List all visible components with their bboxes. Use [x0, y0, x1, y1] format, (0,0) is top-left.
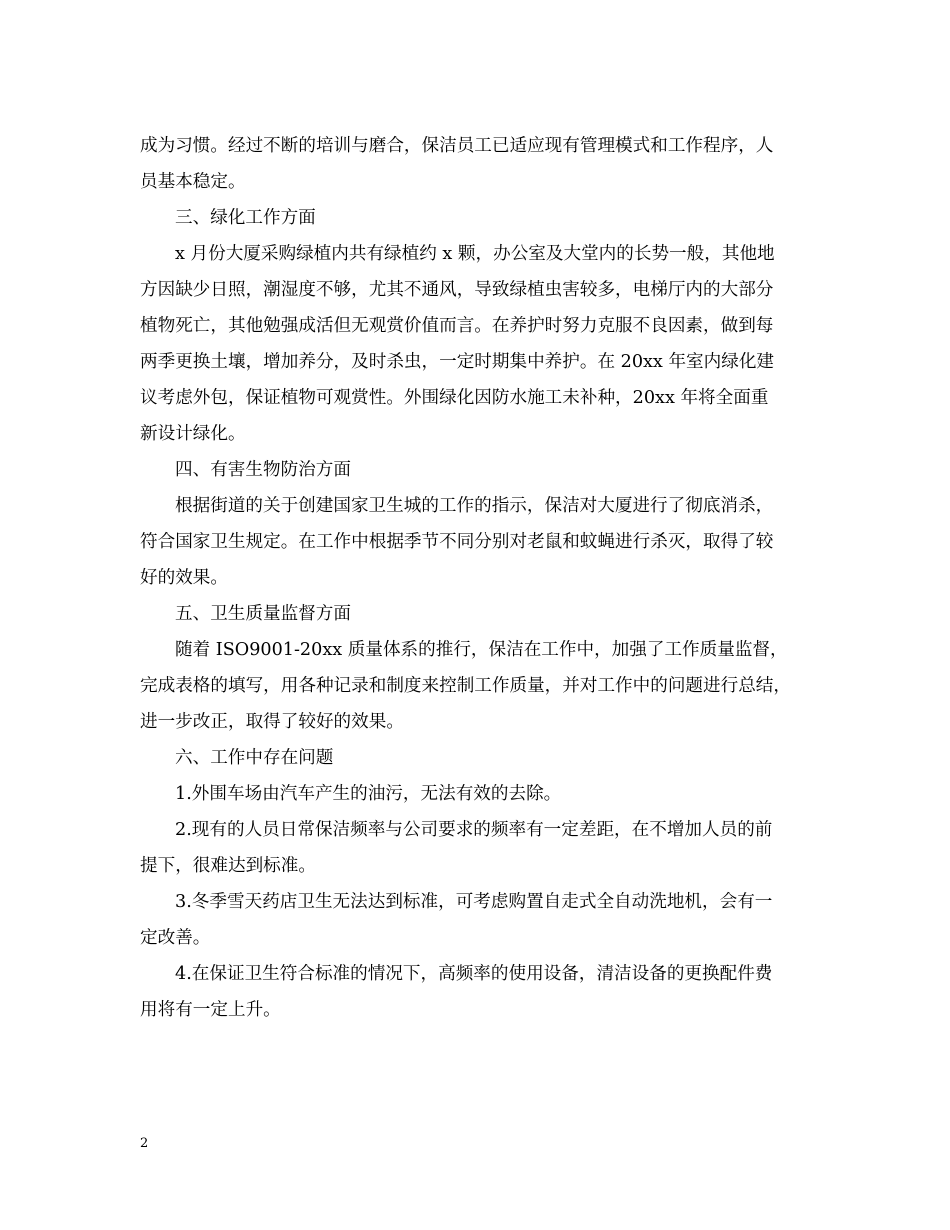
text-line: 提下，很难达到标准。 [140, 856, 316, 876]
text-line: 成为习惯。经过不断的培训与磨合，保洁员工已适应现有管理模式和工作程序，人 [140, 136, 774, 156]
text-line: 符合国家卫生规定。在工作中根据季节不同分别对老鼠和蚊蝇进行杀灭，取得了较 [140, 532, 774, 552]
text-line: 新设计绿化。 [140, 424, 246, 444]
text-line: 根据街道的关于创建国家卫生城的工作的指示，保洁对大厦进行了彻底消杀， [175, 496, 774, 516]
list-item: 2.现有的人员日常保洁频率与公司要求的频率有一定差距，在不增加人员的前 [175, 820, 773, 840]
text-line: 植物死亡，其他勉强成活但无观赏价值而言。在养护时努力克服不良因素，做到每 [140, 316, 774, 336]
text-line: 员基本稳定。 [140, 172, 246, 192]
text-line: 方因缺少日照，潮湿度不够，尤其不通风，导致绿植虫害较多，电梯厅内的大部分 [140, 280, 774, 300]
section-heading: 五、卫生质量监督方面 [175, 604, 351, 624]
text-line: 进一步改正，取得了较好的效果。 [140, 712, 404, 732]
text-line: 议考虑外包，保证植物可观赏性。外围绿化因防水施工未补种，20xx 年将全面重 [140, 388, 769, 408]
text-line: 好的效果。 [140, 568, 228, 588]
list-item: 1.外围车场由汽车产生的油污，无法有效的去除。 [175, 784, 562, 804]
text-line: 随着 ISO9001-20xx 质量体系的推行，保洁在工作中，加强了工作质量监督， [175, 640, 788, 660]
text-line: 定改善。 [140, 928, 211, 948]
section-heading: 六、工作中存在问题 [175, 748, 334, 768]
text-line: 完成表格的填写，用各种记录和制度来控制工作质量，并对工作中的问题进行总结， [140, 676, 791, 696]
section-heading: 四、有害生物防治方面 [175, 460, 351, 480]
text-line: 两季更换土壤，增加养分，及时杀虫，一定时期集中养护。在 20xx 年室内绿化建 [140, 352, 775, 372]
text-line: x 月份大厦采购绿植内共有绿植约 x 颗，办公室及大堂内的长势一般，其他地 [175, 244, 775, 264]
page-number: 2 [140, 1136, 149, 1151]
list-item: 3.冬季雪天药店卫生无法达到标准，可考虑购置自走式全自动洗地机，会有一 [175, 892, 773, 912]
section-heading: 三、绿化工作方面 [175, 208, 316, 228]
list-item: 4.在保证卫生符合标准的情况下，高频率的使用设备，清洁设备的更换配件费 [175, 964, 773, 984]
text-line: 用将有一定上升。 [140, 1000, 281, 1020]
